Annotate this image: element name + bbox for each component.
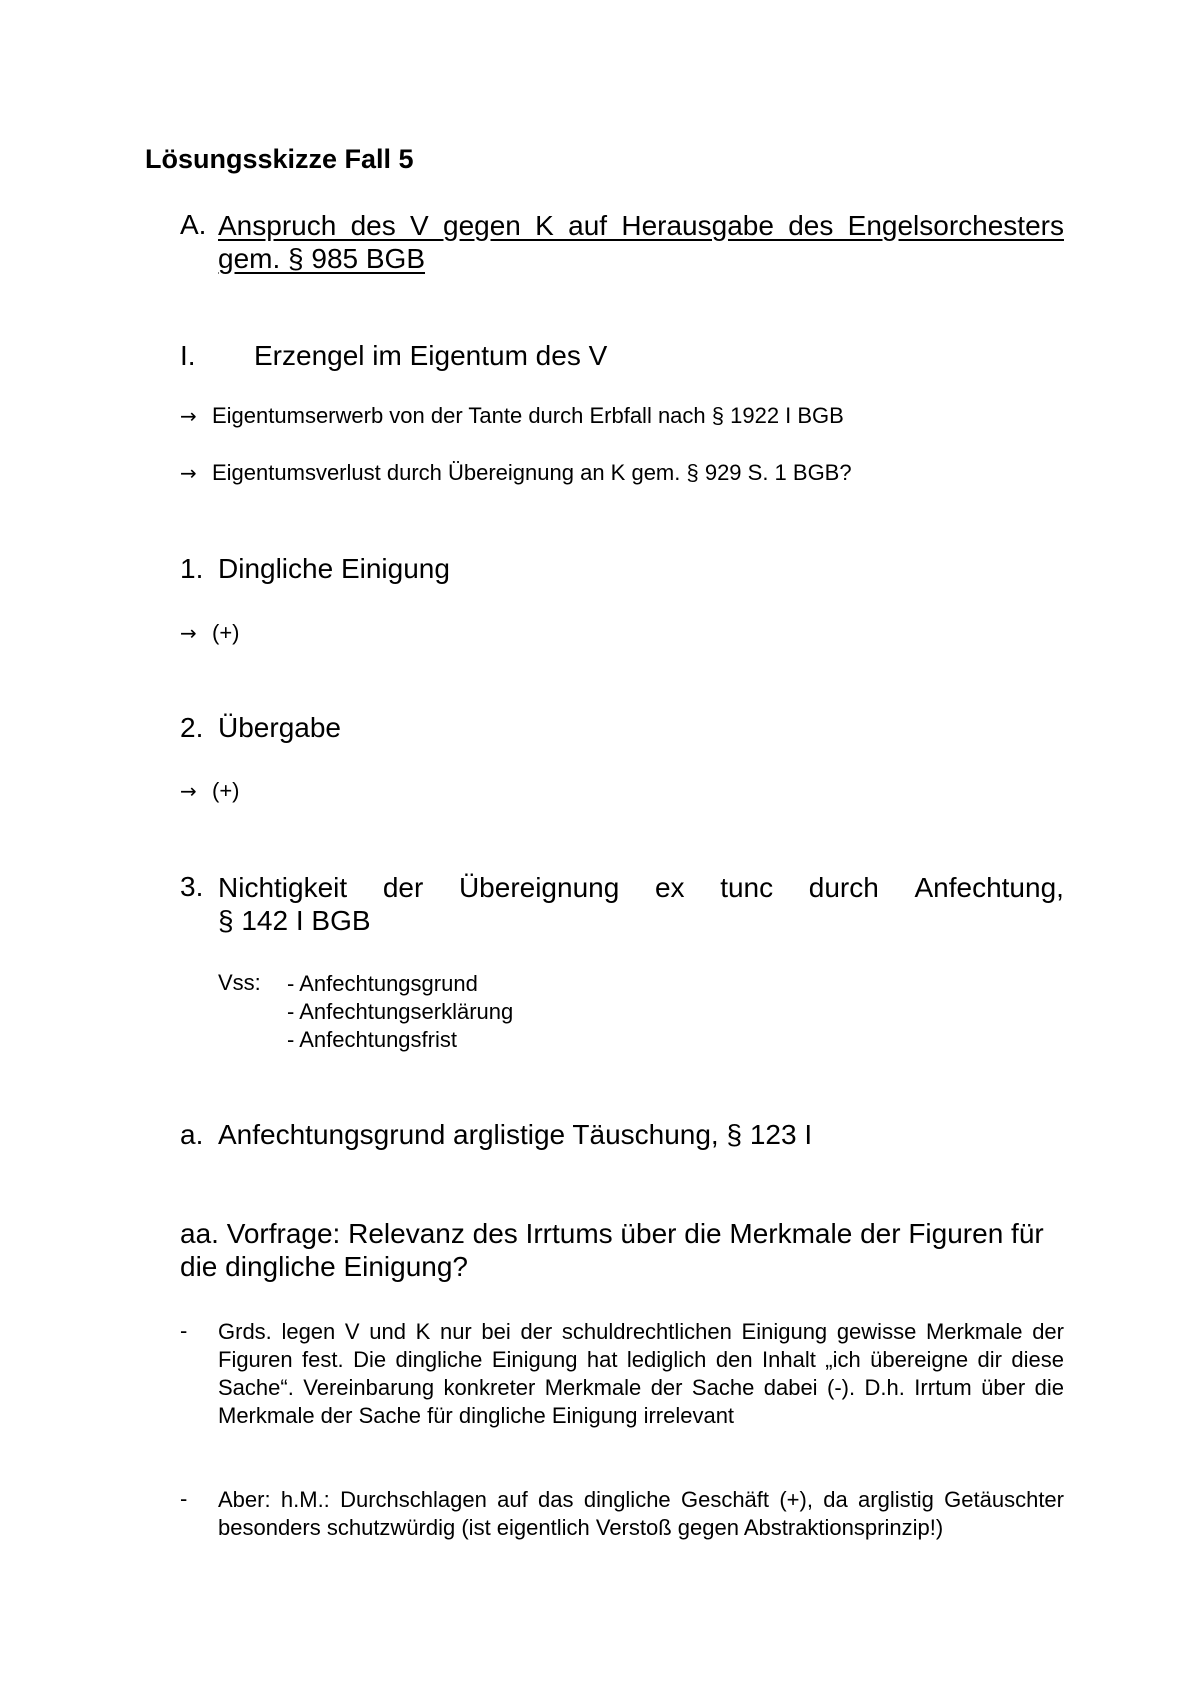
note-text: Eigentumsverlust durch Übereignung an K gem. § 929 S. 1 BGB? <box>212 460 852 485</box>
point-3-heading <box>218 871 1064 937</box>
bullet-2-dash: - <box>180 1486 188 1511</box>
point-2-marker: 2. <box>180 712 204 743</box>
note-ownership-loss <box>180 460 852 486</box>
section-a-heading: Anspruch des V gegen K auf Herausgabe des Engelsorchesters gem. § 985 BGB <box>218 210 1064 274</box>
arrow-right-icon: → <box>180 621 197 645</box>
point-3-marker: 3. <box>180 871 204 902</box>
arrow-right-icon: → <box>180 779 197 803</box>
point-aa-heading: aa. Vorfrage: Relevanz des Irrtums über die Merkmale der Figuren für die dingliche Einigung? <box>180 1218 1044 1282</box>
note-text: Eigentumserwerb von der Tante durch Erbfall nach § 1922 I BGB <box>212 403 844 428</box>
point-1-result <box>180 620 240 646</box>
list-item: - Anfechtungsfrist <box>287 1027 457 1052</box>
bullet-1-dash: - <box>180 1318 188 1343</box>
section-a-marker: A. <box>180 209 207 240</box>
arrow-right-icon: → <box>180 461 197 485</box>
note-ownership-acquisition <box>180 403 844 429</box>
arrow-right-icon: → <box>180 404 197 428</box>
result-text: (+) <box>212 778 240 803</box>
bullet-1-text: Grds. legen V und K nur bei der schuldrechtlichen Einigung gewisse Merkmale der Figuren fest. Die dingliche Einigung hat lediglich den Inhalt „ich übereigne dir diese Sache“. Vereinbarung konkreter Merkmale der Sache dabei (-). D.h. Irrtum über die Merkmale der Sache für dingliche Einigung irrelevant <box>218 1319 1064 1428</box>
prerequisites-list <box>287 970 513 1054</box>
list-item: - Anfechtungserklärung <box>287 999 514 1024</box>
list-item: - Anfechtungsgrund <box>287 971 478 996</box>
point-2-heading: Übergabe <box>218 712 341 743</box>
prerequisites-label: Vss: <box>218 970 261 995</box>
point-1-heading: Dingliche Einigung <box>218 553 450 584</box>
point-1-marker: 1. <box>180 553 204 584</box>
point-3-heading-line2: § 142 I BGB <box>218 905 371 936</box>
point-a-marker: a. <box>180 1119 204 1150</box>
point-a-heading: Anfechtungsgrund arglistige Täuschung, § 123 I <box>218 1119 813 1150</box>
point-3-heading-line1: Nichtigkeit der Übereignung ex tunc durch Anfechtung, <box>218 872 1064 903</box>
section-i-marker: I. <box>180 340 196 371</box>
bullet-2-text: Aber: h.M.: Durchschlagen auf das dingliche Geschäft (+), da arglistig Getäuschter besonders schutzwürdig (ist eigentlich Verstoß gegen Abstraktionsprinzip!) <box>218 1487 1064 1540</box>
section-i-heading: Erzengel im Eigentum des V <box>254 340 608 371</box>
point-2-result <box>180 778 240 804</box>
document-title: Lösungsskizze Fall 5 <box>145 144 414 174</box>
result-text: (+) <box>212 620 240 645</box>
